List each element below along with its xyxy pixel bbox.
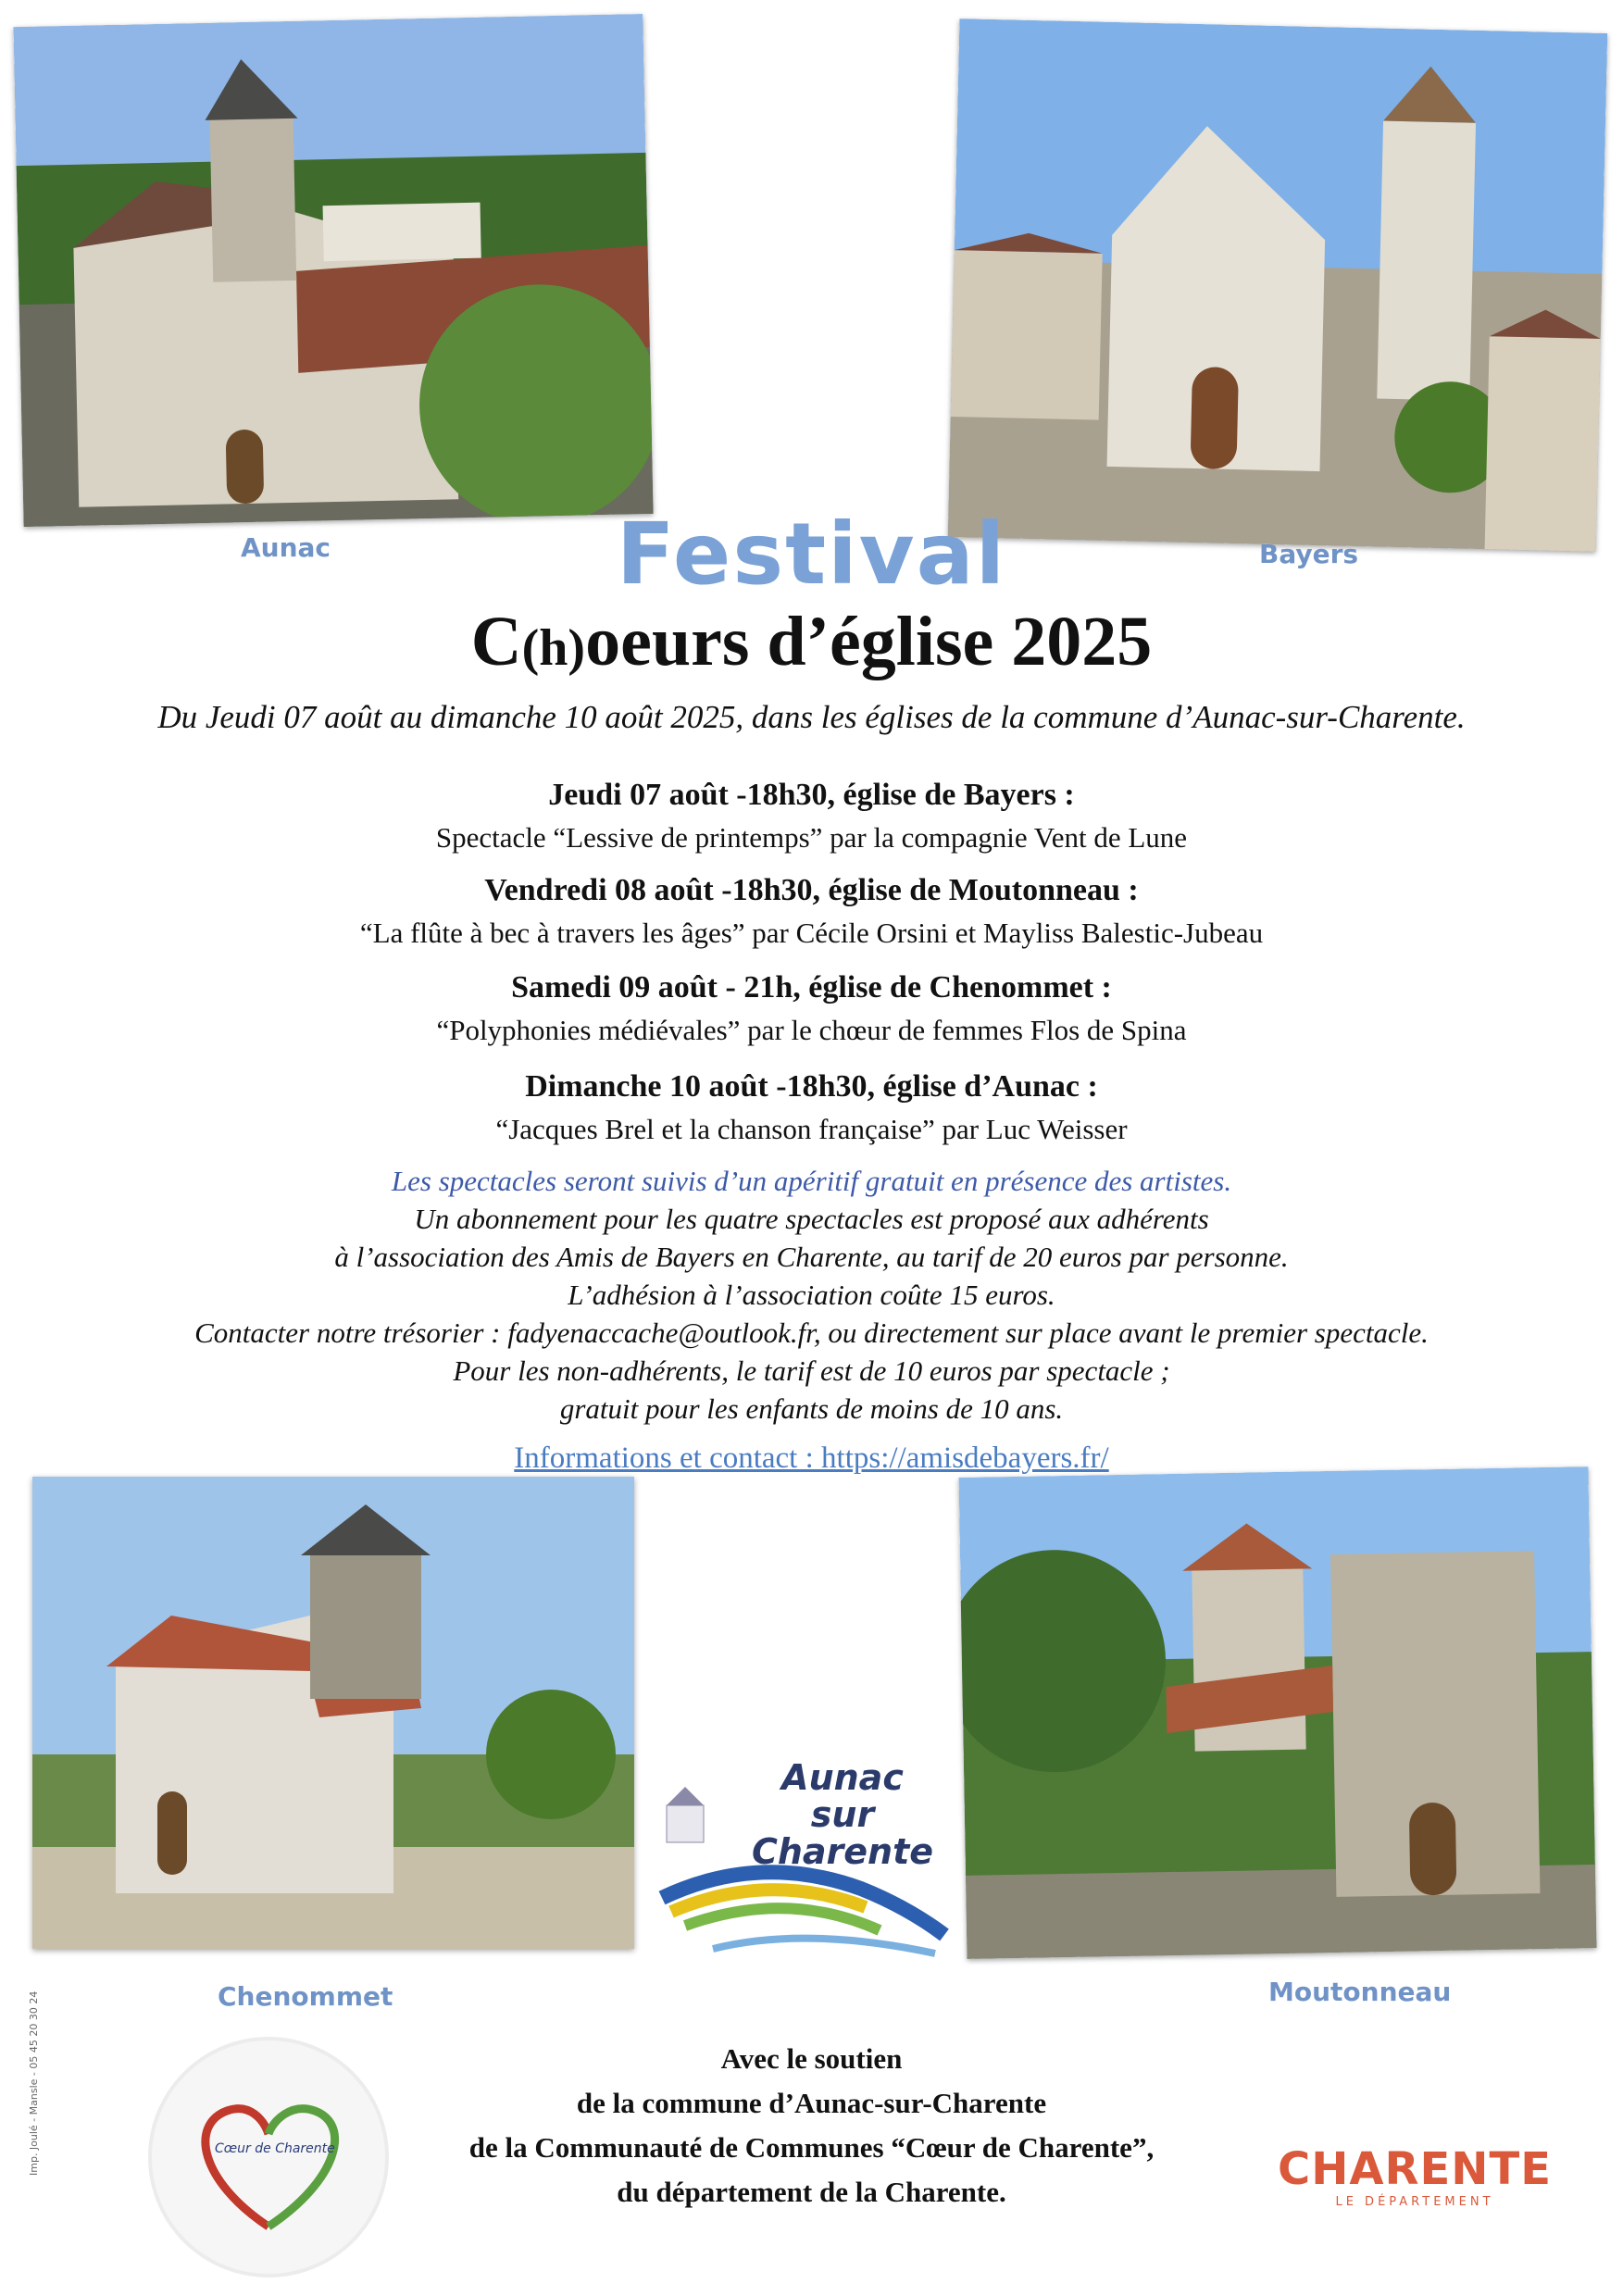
photo-moutonneau-church <box>959 1466 1597 1959</box>
program-item-samedi <box>0 966 1623 1051</box>
charente-logo-name: CHARENTE <box>1278 2143 1552 2195</box>
festival-dates: Du Jeudi 07 août au dimanche 10 août 2025, dans les églises de la commune d’Aunac-sur-Charente. <box>157 699 1466 735</box>
aunac-logo-word: Charente <box>751 1831 934 1872</box>
program-desc: “Polyphonies médiévales” par le chœur de femmes Flos de Spina <box>436 1014 1187 1046</box>
charente-department-logo <box>1278 2143 1552 2209</box>
caption-aunac: Aunac <box>241 532 331 563</box>
support-line: de la commune d’Aunac-sur-Charente <box>576 2087 1047 2119</box>
info-line: à l’association des Amis de Bayers en Charente, au tarif de 20 euros par personne. <box>334 1241 1289 1273</box>
info-line: gratuit pour les enfants de moins de 10 ans. <box>559 1392 1064 1425</box>
website-link[interactable]: Informations et contact : https://amisdebayers.fr/ <box>514 1441 1109 1475</box>
program-item-vendredi <box>0 868 1623 954</box>
charente-logo-sub: LE DÉPARTEMENT <box>1335 2195 1494 2209</box>
program-day: Dimanche 10 août -18h30, église d’Aunac : <box>525 1069 1098 1104</box>
title-c: C <box>470 603 522 680</box>
caption-chenommet: Chenommet <box>218 1981 393 2012</box>
program-desc: “Jacques Brel et la chanson française” par Luc Weisser <box>495 1113 1128 1145</box>
support-line: du département de la Charente. <box>617 2176 1006 2208</box>
page-title <box>0 602 1623 682</box>
photo-chenommet-church <box>32 1477 634 1949</box>
photo-aunac-church <box>13 14 653 527</box>
support-line: Avec le soutien <box>720 2042 903 2075</box>
program-desc: “La flûte à bec à travers les âges” par Cécile Orsini et Mayliss Balestic-Jubeau <box>359 917 1264 949</box>
title-h: (h) <box>521 619 586 677</box>
program-day: Vendredi 08 août -18h30, église de Moutonneau : <box>484 873 1139 907</box>
info-line: Pour les non-adhérents, le tarif est de 10 euros par spectacle ; <box>453 1354 1170 1387</box>
caption-moutonneau: Moutonneau <box>1268 1977 1452 2007</box>
support-line: de la Communauté de Communes “Cœur de Charente”, <box>468 2131 1155 2164</box>
info-line: Un abonnement pour les quatre spectacles est proposé aux adhérents <box>414 1203 1209 1235</box>
program-day: Samedi 09 août - 21h, église de Chenommet : <box>511 970 1112 1004</box>
info-aperitif: Les spectacles seront suivis d’un apéritif gratuit en présence des artistes. <box>391 1165 1232 1197</box>
caption-bayers: Bayers <box>1259 539 1359 569</box>
program-day: Jeudi 07 août -18h30, église de Bayers : <box>548 778 1075 812</box>
aunac-logo-text <box>731 1759 954 1870</box>
festival-heading: Festival <box>616 505 1007 604</box>
program-item-jeudi <box>0 773 1623 858</box>
program-item-dimanche <box>0 1065 1623 1150</box>
print-credit: Imp. Joulé - Mansle - 05 45 20 30 24 <box>28 1990 40 2176</box>
title-rest: oeurs d’église 2025 <box>585 603 1153 680</box>
info-block <box>0 1162 1623 1428</box>
aunac-logo-word: Aunac <box>781 1757 904 1798</box>
aunac-logo-word: sur <box>810 1794 875 1835</box>
coeur-logo-text: Cœur de Charente <box>215 2141 335 2156</box>
info-line: L’adhésion à l’association coûte 15 euros. <box>568 1279 1055 1311</box>
info-contact: Contacter notre trésorier : fadyenaccache@outlook.fr, ou directement sur place avant le premier spectacle. <box>194 1316 1429 1349</box>
photo-bayers-church <box>948 19 1608 552</box>
program-desc: Spectacle “Lessive de printemps” par la compagnie Vent de Lune <box>435 821 1188 854</box>
